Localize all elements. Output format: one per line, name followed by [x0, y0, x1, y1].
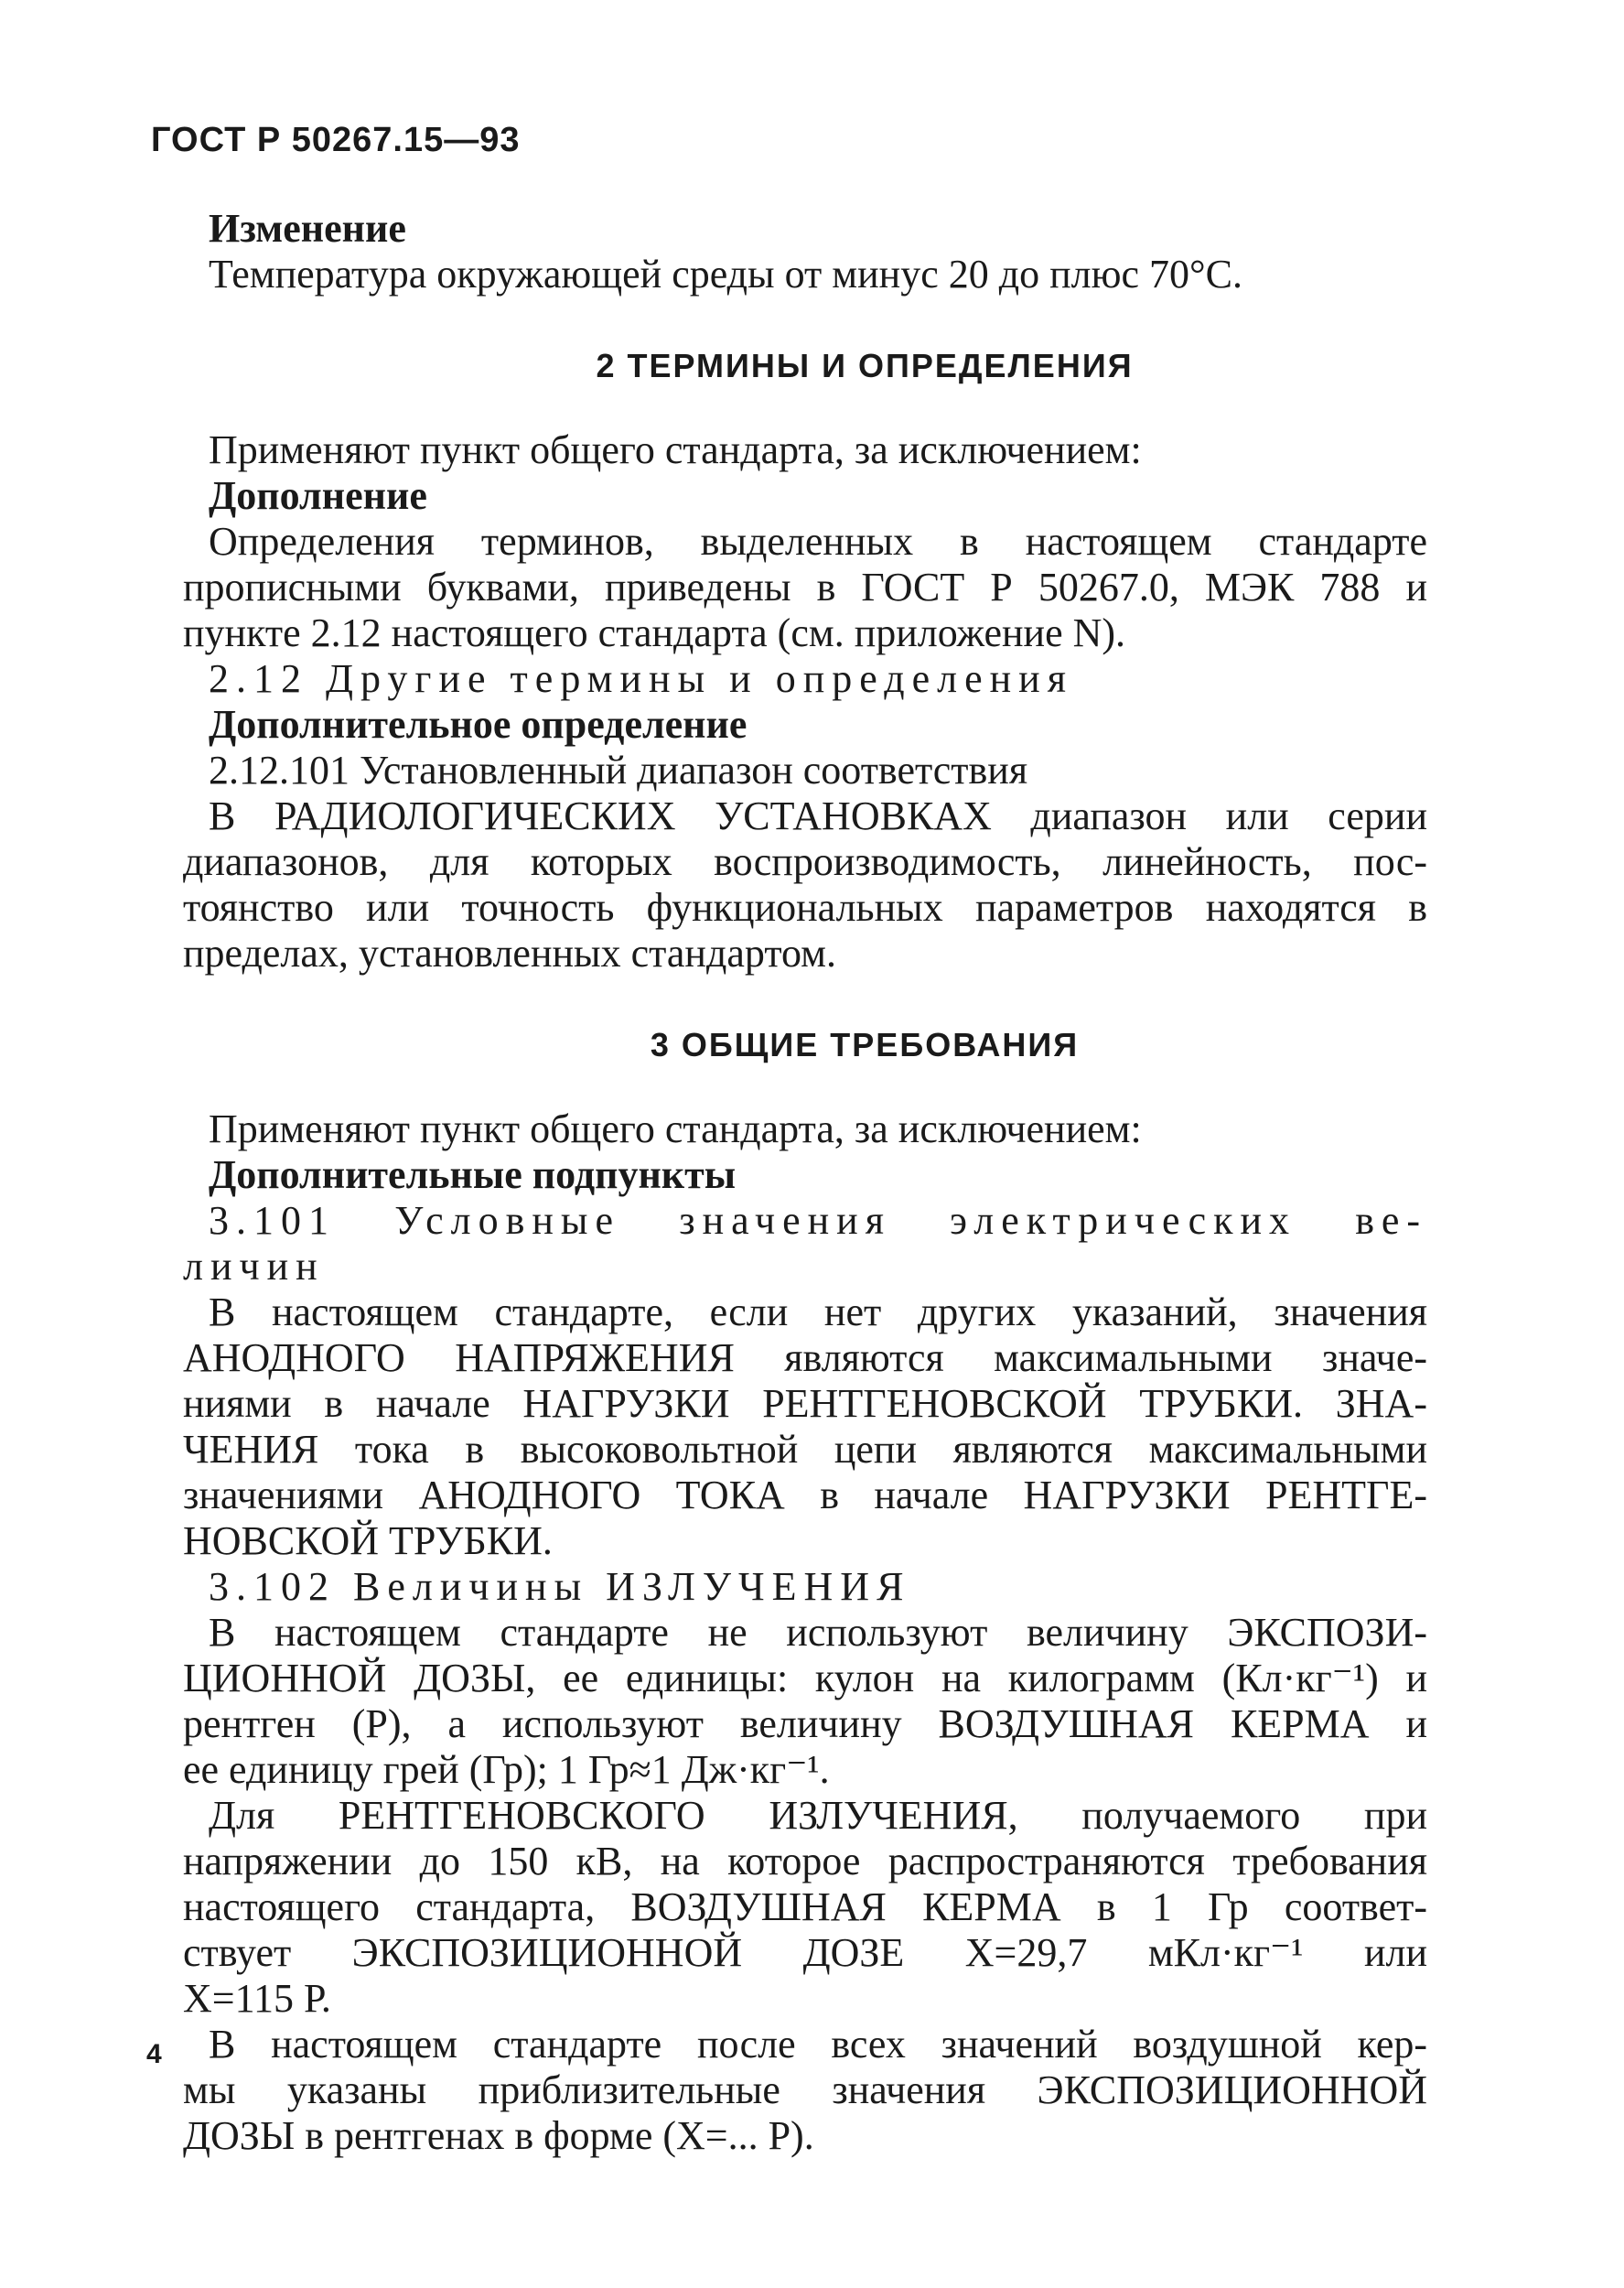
subsection-3-101-title-line-1: 3.101 Условные значения электрических ве-	[209, 1198, 1427, 1243]
extra-definition-label: Дополнительное определение	[209, 702, 747, 747]
subsection-2-12-title: 2.12 Другие термины и определения	[209, 656, 1073, 701]
document-body	[183, 206, 1427, 2159]
section-2-addition-line-2: прописными буквами, приведены в ГОСТ Р 50267.0, МЭК 788 и	[183, 565, 1427, 610]
change-label: Изменение	[209, 206, 406, 251]
p3102c-line-3: ДОЗЫ в рентгенах в форме (Х=... Р).	[183, 2113, 814, 2158]
p3102a-line-2: ЦИОННОЙ ДОЗЫ, ее единицы: кулон на килограмм (Кл·кг⁻¹) и	[183, 1656, 1427, 1700]
p3101-line-5: значениями АНОДНОГО ТОКА в начале НАГРУЗКИ РЕНТГЕ-	[183, 1473, 1427, 1517]
section-2-title: 2 ТЕРМИНЫ И ОПРЕДЕЛЕНИЯ	[596, 347, 1134, 384]
definition-line-4: пределах, установленных стандартом.	[183, 931, 836, 976]
section-2-addition-label: Дополнение	[209, 473, 427, 518]
p3101-line-4: ЧЕНИЯ тока в высоковольтной цепи являются максимальными	[183, 1427, 1427, 1472]
p3102b-line-5: Х=115 Р.	[183, 1976, 331, 2021]
p3102b-line-4: ствует ЭКСПОЗИЦИОННОЙ ДОЗЕ Х=29,7 мКл·кг⁻¹ или	[183, 1930, 1427, 1975]
definition-line-2: диапазонов, для которых воспроизводимость, линейность, пос-	[183, 839, 1427, 884]
subsection-3-102-title: 3.102 Величины ИЗЛУЧЕНИЯ	[209, 1564, 911, 1609]
subsection-3-101-title-line-2: личин	[183, 1244, 325, 1289]
section-3-title: 3 ОБЩИЕ ТРЕБОВАНИЯ	[650, 1026, 1080, 1063]
p3101-line-1: В настоящем стандарте, если нет других указаний, значения	[209, 1290, 1427, 1334]
p3102c-line-1: В настоящем стандарте после всех значений воздушной кер-	[209, 2022, 1427, 2067]
p3101-line-6: НОВСКОЙ ТРУБКИ.	[183, 1518, 553, 1563]
p3102a-line-1: В настоящем стандарте не используют величину ЭКСПОЗИ-	[209, 1610, 1427, 1655]
p3102b-line-2: напряжении до 150 кВ, на которое распространяются требования	[183, 1839, 1427, 1883]
p3102a-line-4: ее единицу грей (Гр); 1 Гр≈1 Дж·кг⁻¹.	[183, 1747, 830, 1792]
p3102c-line-2: мы указаны приблизительные значения ЭКСПОЗИЦИОННОЙ	[183, 2067, 1427, 2112]
section-2-applies: Применяют пункт общего стандарта, за исключением:	[209, 427, 1142, 472]
p3102a-line-3: рентген (Р), а используют величину ВОЗДУШНАЯ КЕРМА и	[183, 1701, 1427, 1746]
definition-line-1: В РАДИОЛОГИЧЕСКИХ УСТАНОВКАХ диапазон или серии	[209, 793, 1427, 838]
p3102b-line-3: настоящего стандарта, ВОЗДУШНАЯ КЕРМА в 1 Гр соответ-	[183, 1884, 1427, 1929]
page-number: 4	[146, 2039, 162, 2069]
document-header: ГОСТ Р 50267.15—93	[151, 121, 521, 159]
section-2-addition-line-1: Определения терминов, выделенных в настоящем стандарте	[209, 519, 1427, 564]
subsection-2-12-101-title: 2.12.101 Установленный диапазон соответствия	[209, 748, 1028, 793]
section-2-addition-line-3: пункте 2.12 настоящего стандарта (см. приложение N).	[183, 610, 1126, 655]
change-text: Температура окружающей среды от минус 20 до плюс 70°С.	[209, 252, 1242, 297]
p3102b-line-1: Для РЕНТГЕНОВСКОГО ИЗЛУЧЕНИЯ, получаемого при	[209, 1793, 1427, 1838]
section-3-applies: Применяют пункт общего стандарта, за исключением:	[209, 1106, 1142, 1151]
section-3-extra-label: Дополнительные подпункты	[209, 1152, 737, 1197]
p3101-line-3: ниями в начале НАГРУЗКИ РЕНТГЕНОВСКОЙ ТРУБКИ. ЗНА-	[183, 1381, 1427, 1426]
definition-line-3: тоянство или точность функциональных параметров находятся в	[183, 885, 1427, 930]
p3101-line-2: АНОДНОГО НАПРЯЖЕНИЯ являются максимальными значе-	[183, 1335, 1427, 1380]
